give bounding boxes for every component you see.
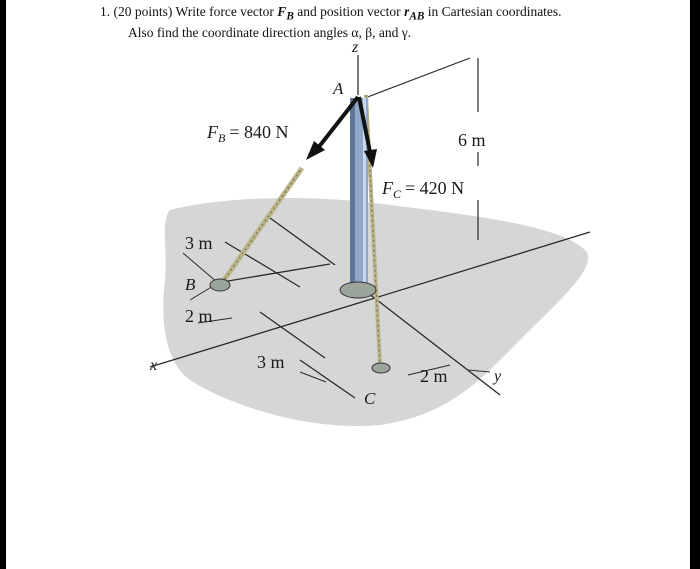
axis-y-label: y	[494, 368, 502, 385]
problem-points: (20 points)	[113, 4, 173, 19]
problem-line-2: Also find the coordinate direction angles α, β, and γ.	[128, 24, 412, 40]
dim-b-y-label: 3 m	[185, 233, 213, 253]
axis-x-label: x	[150, 357, 158, 374]
pole-shadow	[350, 98, 355, 290]
rab-sub: AB	[409, 10, 425, 23]
problem-text-b: and position vector	[297, 4, 401, 19]
point-a-label: A	[333, 79, 344, 98]
anchor-b	[210, 279, 230, 291]
problem-text-a: Write force vector	[175, 4, 274, 19]
dim-b-x-label: 2 m	[185, 306, 213, 326]
problem-text-c: in Cartesian coordinates.	[427, 4, 562, 19]
dim-c-y-label: 2 m	[420, 366, 448, 386]
pole-base	[340, 282, 376, 298]
problem-number: 1.	[100, 4, 111, 19]
force-b-label: $F_B = 840$ N	[207, 122, 289, 145]
point-b-label: B	[185, 275, 196, 294]
fb-sub: B	[286, 10, 294, 23]
dim-c-x-label: 3 m	[257, 352, 285, 372]
fb-symbol: F	[277, 4, 287, 19]
rab-symbol: r	[404, 4, 410, 19]
dim-height-label: 6 m	[458, 130, 486, 150]
axis-z-label: z	[352, 39, 359, 56]
point-c-label: C	[364, 389, 376, 408]
anchor-c	[372, 363, 390, 373]
force-c-label: $F_C = 420$ N	[382, 178, 465, 201]
